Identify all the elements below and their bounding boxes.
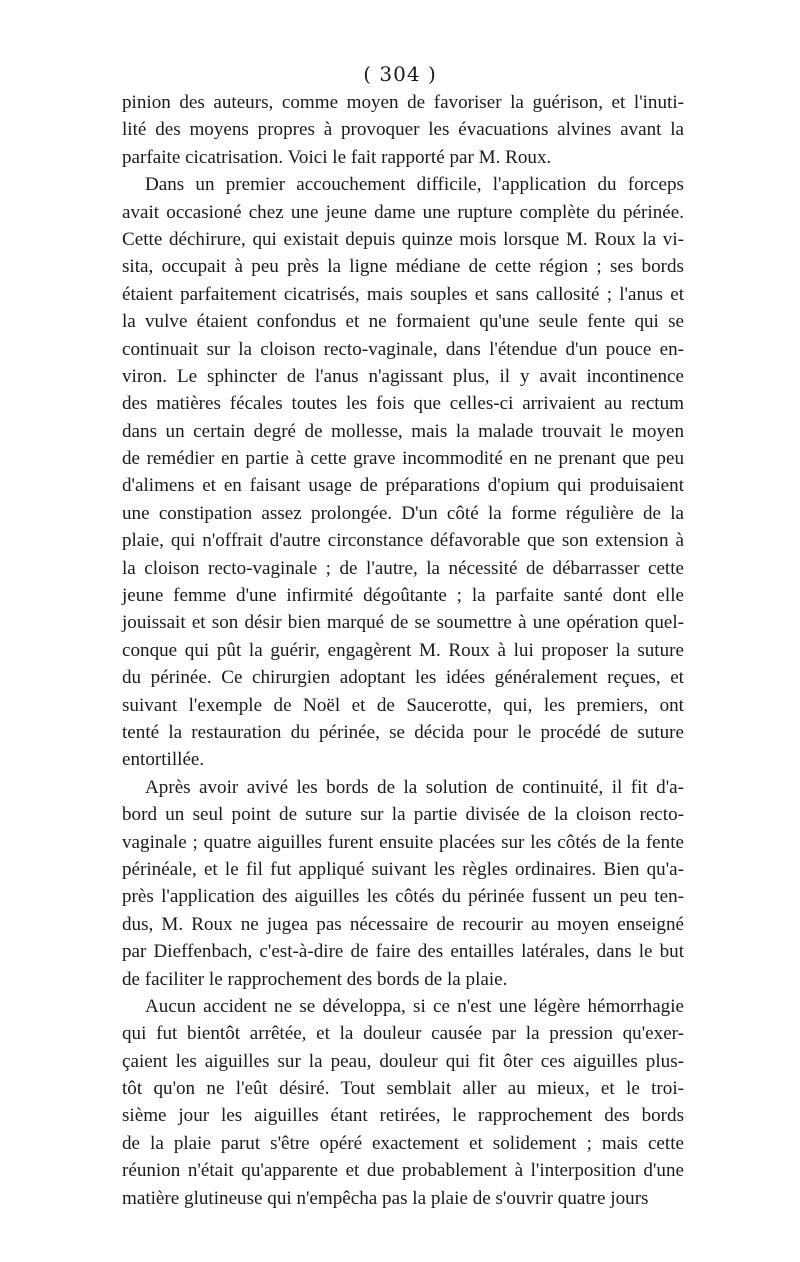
text-line: viron. Le sphincter de l'anus n'agissant plus, il y avait incontinence [122, 365, 684, 387]
text-line: vaginale ; quatre aiguilles furent ensuite placées sur les côtés de la fente [122, 831, 684, 853]
text-line: la cloison recto-vaginale ; de l'autre, la nécessité de débarrasser cette [122, 557, 684, 579]
paragraph [122, 171, 684, 774]
text-line: plaie, qui n'offrait d'autre circonstance défavorable que son extension à [122, 530, 684, 552]
text-line: avait occasioné chez une jeune dame une rupture complète du périnée. [122, 201, 684, 223]
text-line: çaient les aiguilles sur la peau, douleur qui fit ôter ces aiguilles plus- [122, 1050, 684, 1072]
text-line: tenté la restauration du périnée, se décida pour le procédé de suture [122, 721, 684, 743]
text-line: lité des moyens propres à provoquer les évacuations alvines avant la [122, 119, 684, 141]
text-line: suivant l'exemple de Noël et de Saucerotte, qui, les premiers, ont [122, 694, 684, 716]
text-line: des matières fécales toutes les fois que celles-ci arrivaient au rectum [122, 393, 684, 415]
text-line: Après avoir avivé les bords de la solution de continuité, il fit d'a- [145, 776, 684, 798]
text-line: jeune femme d'une infirmité dégoûtante ; la parfaite santé dont elle [122, 585, 684, 607]
page-number: ( 304 ) [363, 62, 437, 86]
text-line: Dans un premier accouchement difficile, l'application du forceps [145, 174, 684, 196]
text-line: la vulve étaient confondus et ne formaient qu'une seule fente qui se [122, 311, 684, 333]
text-line: sième jour les aiguilles étant retirées, le rapprochement des bords [122, 1105, 684, 1127]
text-line: Aucun accident ne se développa, si ce n'est une légère hémorrhagie [145, 995, 684, 1017]
text-line: conque qui pût la guérir, engagèrent M. Roux à lui proposer la suture [122, 639, 684, 661]
text-line: entortillée. [122, 749, 205, 771]
text-line: jouissait et son désir bien marqué de se soumettre à une opération quel- [122, 612, 684, 634]
text-line: dans un certain degré de mollesse, mais la malade trouvait le moyen [122, 420, 684, 442]
paragraph [122, 993, 684, 1212]
body-text [122, 89, 684, 1212]
text-line: dus, M. Roux ne jugea pas nécessaire de recourir au moyen enseigné [122, 913, 684, 935]
text-line: parfaite cicatrisation. Voici le fait rapporté par M. Roux. [122, 146, 552, 168]
text-line: continuait sur la cloison recto-vaginale, dans l'étendue d'un pouce en- [122, 338, 684, 360]
text-line: d'alimens et en faisant usage de préparations d'opium qui produisaient [122, 475, 684, 497]
text-line: réunion n'était qu'apparente et due probablement à l'interposition d'une [122, 1160, 684, 1182]
text-line: de la plaie parut s'être opéré exactement et solidement ; mais cette [122, 1132, 684, 1154]
paragraph [122, 774, 684, 993]
text-line: du périnée. Ce chirurgien adoptant les idées généralement reçues, et [122, 667, 684, 689]
text-line: périnéale, et le fil fut appliqué suivant les règles ordinaires. Bien qu'a- [122, 858, 684, 880]
text-line: tôt qu'on ne l'eût désiré. Tout semblait aller au mieux, et le troi- [122, 1078, 684, 1100]
text-line: pinion des auteurs, comme moyen de favoriser la guérison, et l'inuti- [122, 92, 684, 113]
text-line: une constipation assez prolongée. D'un côté la forme régulière de la [122, 502, 684, 524]
text-line: de remédier en partie à cette grave incommodité en ne prenant que peu [122, 448, 684, 470]
text-line: par Dieffenbach, c'est-à-dire de faire des entailles latérales, dans le but [122, 941, 684, 963]
text-line: qui fut bientôt arrêtée, et la douleur causée par la pression qu'exer- [122, 1023, 684, 1045]
paragraph [122, 89, 684, 171]
text-line: bord un seul point de suture sur la partie divisée de la cloison recto- [122, 804, 684, 826]
text-line: sita, occupait à peu près la ligne médiane de cette région ; ses bords [122, 256, 684, 278]
text-line: matière glutineuse qui n'empêcha pas la plaie de s'ouvrir quatre jours [122, 1187, 649, 1209]
text-line: étaient parfaitement cicatrisés, mais souples et sans callosité ; l'anus et [122, 283, 684, 305]
text-line: près l'application des aiguilles les côtés du périnée fussent un peu ten- [122, 886, 684, 908]
text-line: Cette déchirure, qui existait depuis quinze mois lorsque M. Roux la vi- [122, 228, 684, 250]
text-line: de faciliter le rapprochement des bords de la plaie. [122, 968, 508, 990]
